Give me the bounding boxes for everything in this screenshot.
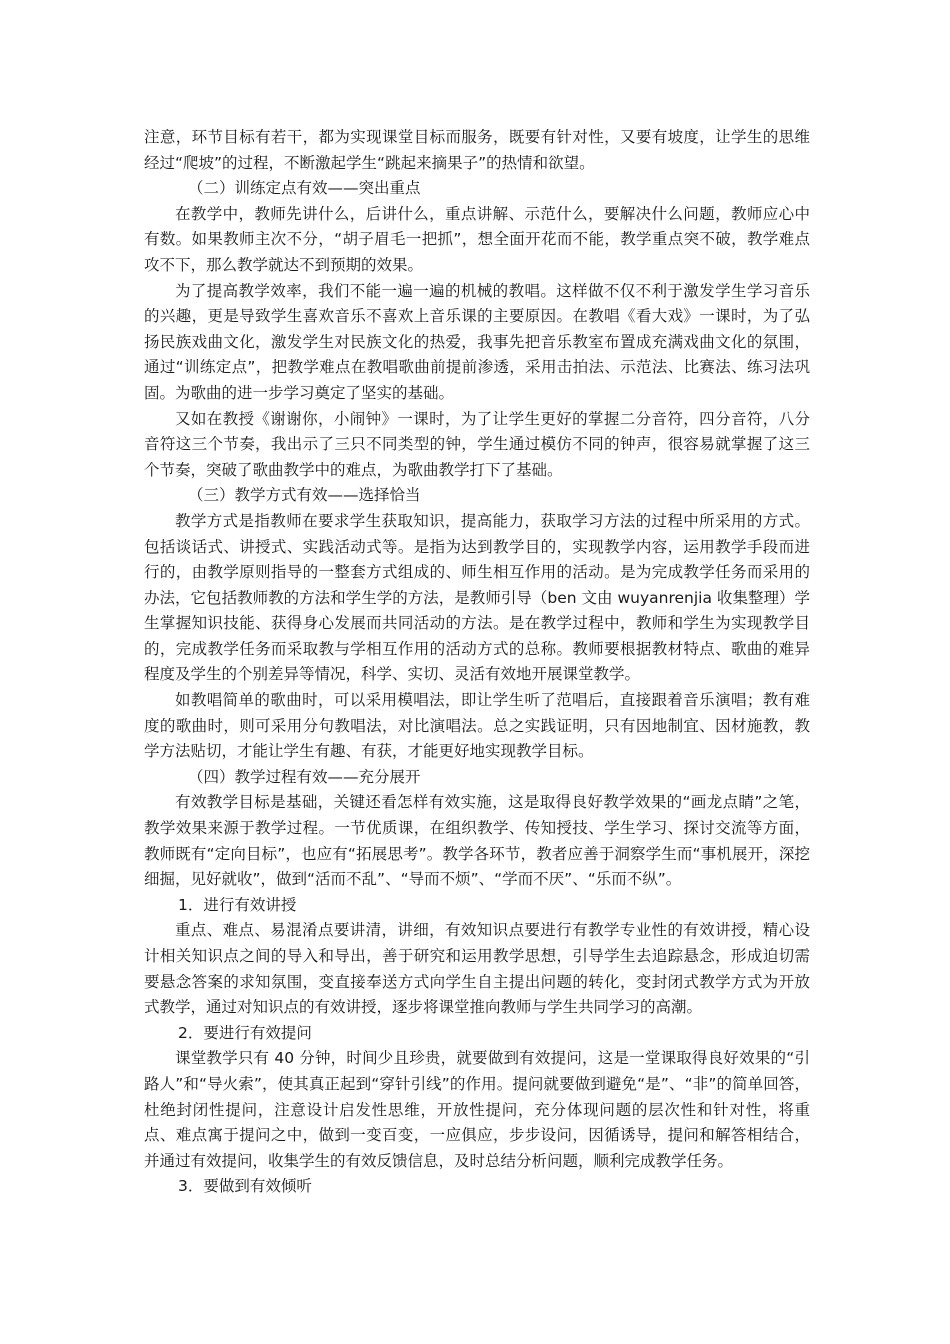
paragraph-continuation: 注意，环节目标有若干，都为实现课堂目标而服务，既要有针对性，又要有坡度，让学生的思维经过“爬坡”的过程，不断激起学生“跳起来摘果子”的热情和欲望。 [144,128,810,172]
section-heading-4: （四）教学过程有效——充分展开 [188,767,421,786]
document-body [144,125,810,1200]
section-heading-2: （二）训练定点有效——突出重点 [188,179,421,198]
subheading-3: 3．要做到有效倾听 [178,1177,312,1196]
paragraph: 教学方式是指教师在要求学生获取知识，提高能力，获取学习方法的过程中所采用的方式。包括谈话式、讲授式、实践活动式等。是指为达到教学目的，实现教学内容，运用教学手段而进行的，由教学原则指导的一整套方式组成的、师生相互作用的活动。是为完成教学任务而采用的办法，它包括教师教的方法和学生学的方法，是教师引导（ben 文由 wuyanrenjia 收集整理）学生掌握知识技能、获得身心发展而共同活动的方法。是在教学过程中，教师和学生为实现教学目的，完成教学任务而采取教与学相互作用的活动方式的总称。教师要根据教材特点、歌曲的难异程度及学生的个别差异等情况，科学、实切、灵活有效地开展课堂教学。 [144,511,810,684]
subheading-2: 2．要进行有效提问 [178,1023,312,1042]
paragraph: 在教学中，教师先讲什么，后讲什么，重点讲解、示范什么，要解决什么问题，教师应心中有数。如果教师主次不分，“胡子眉毛一把抓”，想全面开花而不能，教学重点突不破，教学难点攻不下，那么教学就达不到预期的效果。 [144,204,810,274]
paragraph: 为了提高教学效率，我们不能一遍一遍的机械的教唱。这样做不仅不利于激发学生学习音乐的兴趣，更是导致学生喜欢音乐不喜欢上音乐课的主要原因。在教唱《看大戏》一课时，为了弘扬民族戏曲文化，激发学生对民族文化的热爱，我事先把音乐教室布置成充满戏曲文化的氛围，通过“训练定点”，把教学难点在教唱歌曲前提前渗透，采用击拍法、示范法、比赛法、练习法巩固。为歌曲的进一步学习奠定了坚实的基础。 [144,281,810,402]
paragraph: 重点、难点、易混淆点要讲清，讲细，有效知识点要进行有教学专业性的有效讲授，精心设计相关知识点之间的导入和导出，善于研究和运用教学思想，引导学生去追踪悬念，形成迫切需要悬念答案的求知氛围，变直接奉送方式向学生自主提出问题的转化，变封闭式教学方式为开放式教学，通过对知识点的有效讲授，逐步将课堂推向教师与学生共同学习的高潮。 [144,921,810,1017]
section-heading-3: （三）教学方式有效——选择恰当 [188,486,421,505]
paragraph: 课堂教学只有 40 分钟，时间少且珍贵，就要做到有效提问，这是一堂课取得良好效果的“引路人”和“导火索”，使其真正起到“穿针引线”的作用。提问就要做到避免“是”、“非”的简单回答，杜绝封闭性提问，注意设计启发性思维，开放性提问，充分体现问题的层次性和针对性，将重点、难点寓于提问之中，做到一变百变，一应俱应，步步设问，因循诱导，提问和解答相结合，并通过有效提问，收集学生的有效反馈信息，及时总结分析问题，顺利完成教学任务。 [144,1049,810,1170]
paragraph: 又如在教授《谢谢你，小闹钟》一课时，为了让学生更好的掌握二分音符，四分音符，八分音符这三个节奏，我出示了三只不同类型的钟，学生通过模仿不同的钟声，很容易就掌握了这三个节奏，突破了歌曲教学中的难点，为歌曲教学打下了基础。 [144,409,810,479]
paragraph: 有效教学目标是基础，关键还看怎样有效实施，这是取得良好教学效果的“画龙点睛”之笔，教学效果来源于教学过程。一节优质课，在组织教学、传知授技、学生学习、探讨交流等方面，教师既有“定向目标”，也应有“拓展思考”。教学各环节，教者应善于洞察学生而“事机展开，深挖细掘，见好就收”，做到“活而不乱”、“导而不烦”、“学而不厌”、“乐而不纵”。 [144,793,810,889]
subheading-1: 1．进行有效讲授 [178,895,297,914]
paragraph: 如教唱简单的歌曲时，可以采用模唱法，即让学生听了范唱后，直接跟着音乐演唱；教有难度的歌曲时，则可采用分句教唱法，对比演唱法。总之实践证明，只有因地制宜、因材施教，教学方法贴切，才能让学生有趣、有获，才能更好地实现教学目标。 [144,691,810,761]
